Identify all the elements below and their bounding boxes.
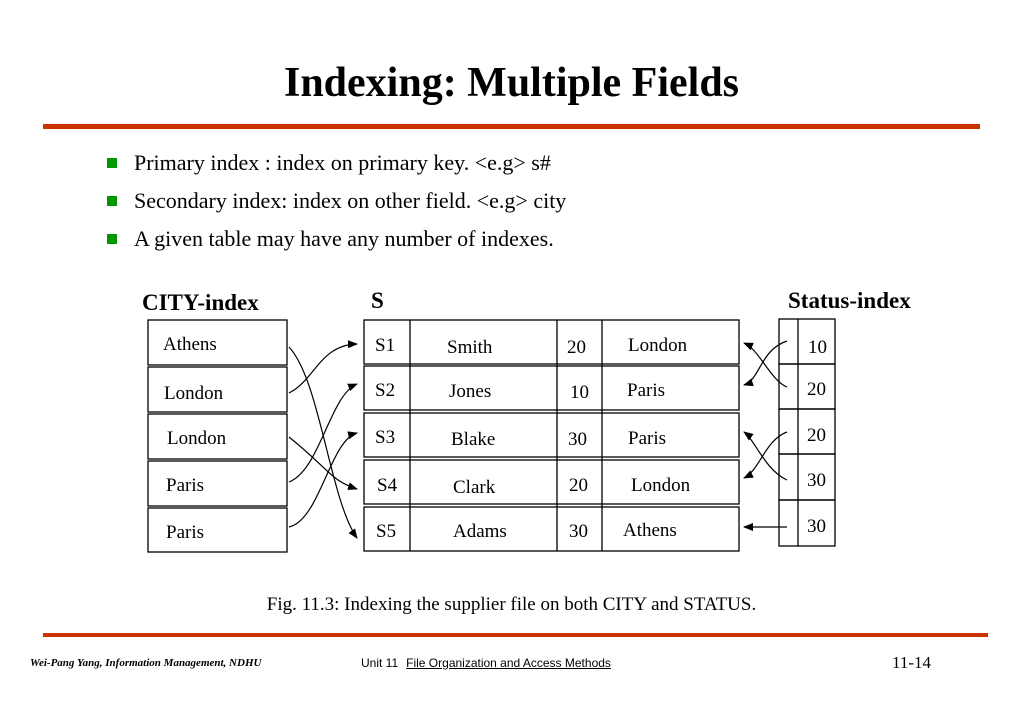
s-city-cell: Paris (627, 380, 665, 401)
s-status-cell: 20 (569, 475, 588, 496)
s-sno-cell: S2 (375, 380, 396, 401)
s-sno-cell: S3 (375, 427, 396, 448)
city-index-value: Paris (166, 475, 204, 496)
city-index-label: CITY-index (142, 290, 259, 315)
bullet-item: A given table may have any number of indexes. (105, 226, 566, 264)
s-table-label: S (371, 288, 384, 313)
city-index-value: London (164, 383, 224, 404)
bullet-item: Primary index : index on primary key. <e.g> s# (105, 150, 566, 188)
city-index-value: Paris (166, 522, 204, 543)
footer-author: Wei-Pang Yang, Information Management, NDHU (30, 657, 262, 669)
pointer-arrow (289, 344, 357, 393)
s-status-cell: 10 (570, 382, 589, 403)
figure-caption: Fig. 11.3: Indexing the supplier file on both CITY and STATUS. (266, 594, 757, 615)
footer-unit (361, 656, 611, 670)
status-index-label: Status-index (788, 288, 911, 313)
s-sname-cell: Jones (449, 381, 492, 402)
s-sno-cell: S4 (377, 475, 398, 496)
s-city-cell: London (631, 475, 691, 496)
pointer-arrow (289, 433, 357, 527)
s-table-row (364, 413, 739, 457)
status-index-value: 20 (807, 379, 826, 400)
status-index-value: 30 (807, 516, 826, 537)
s-sname-cell: Adams (453, 521, 507, 542)
pointer-arrow (289, 347, 357, 538)
city-index-value: London (167, 428, 227, 449)
page-number: 11-14 (891, 653, 931, 672)
slide-title: Indexing: Multiple Fields (283, 60, 740, 106)
status-index-value: 10 (808, 337, 827, 358)
footer-unit-number: Unit 11 (361, 656, 399, 670)
pointer-arrow (289, 437, 357, 489)
s-status-cell: 30 (568, 429, 587, 450)
status-pointer-arrows (744, 341, 787, 527)
bullet-item: Secondary index: index on other field. <e.g> city (105, 188, 566, 226)
status-index-value: 20 (807, 425, 826, 446)
status-index-value: 30 (807, 470, 826, 491)
s-sname-cell: Clark (453, 477, 496, 498)
s-city-cell: Athens (623, 520, 677, 541)
s-status-cell: 20 (567, 337, 586, 358)
s-sno-cell: S1 (375, 335, 396, 356)
s-city-cell: Paris (628, 428, 666, 449)
s-status-cell: 30 (569, 521, 588, 542)
s-sname-cell: Smith (447, 337, 493, 358)
s-city-cell: London (628, 335, 688, 356)
footer-divider (43, 633, 988, 637)
s-table-row (364, 507, 739, 551)
footer-topic: File Organization and Access Methods (406, 656, 611, 670)
s-sname-cell: Blake (451, 429, 496, 450)
city-index-value: Athens (163, 334, 217, 355)
city-pointer-arrows (289, 344, 357, 538)
s-table-row (364, 366, 739, 410)
s-sno-cell: S5 (376, 521, 397, 542)
